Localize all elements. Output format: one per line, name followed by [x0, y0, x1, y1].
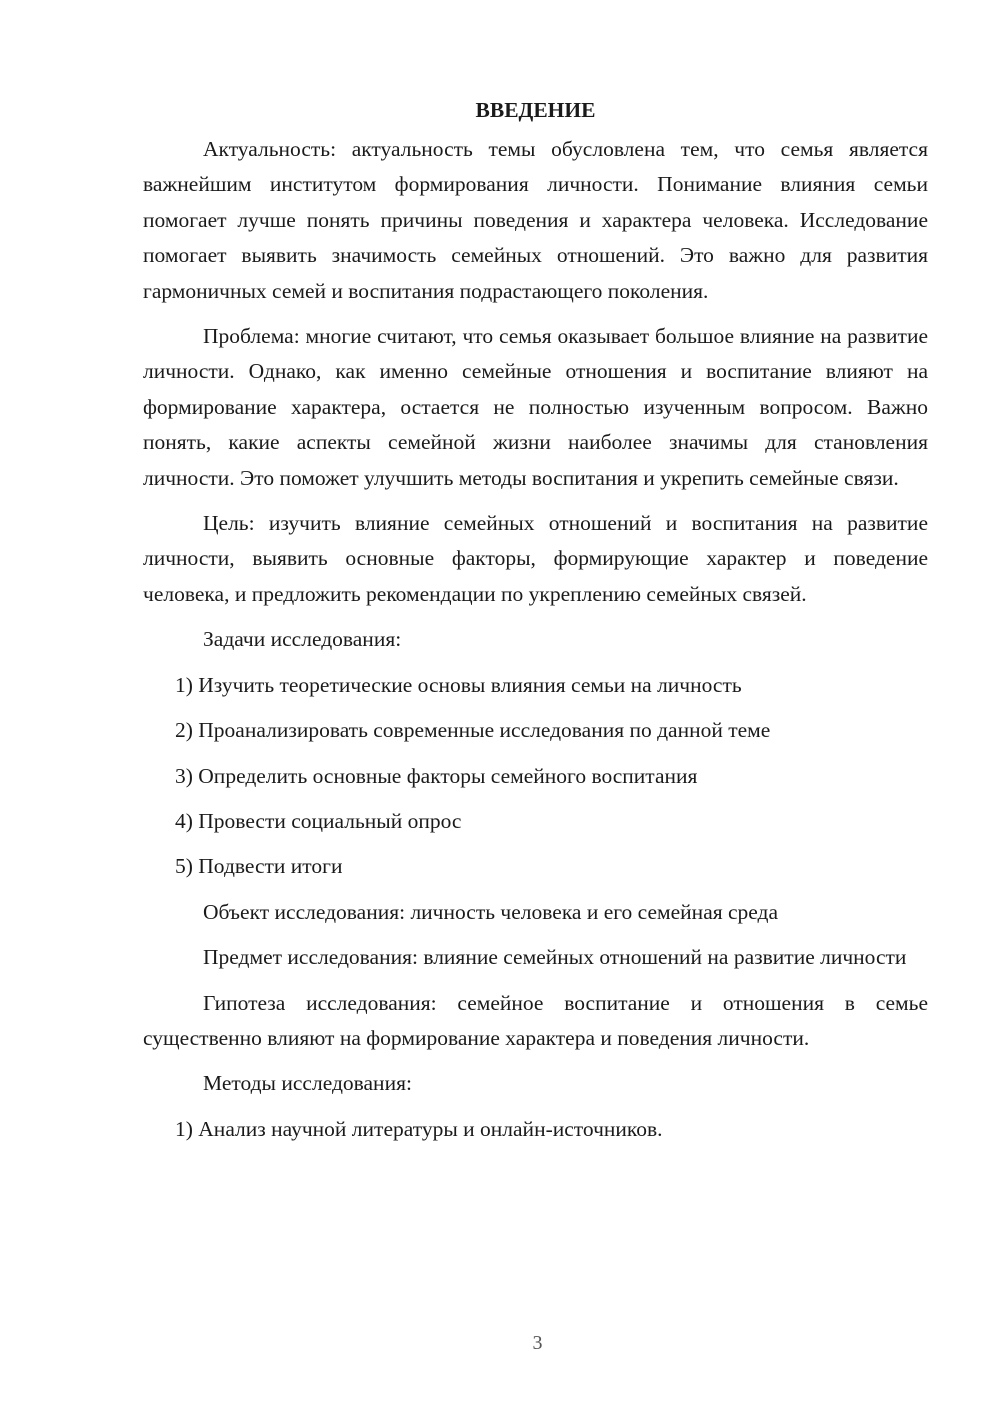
task-item: 5) Подвести итоги	[175, 854, 343, 879]
tasks-heading: Задачи исследования:	[203, 627, 402, 652]
page-number: 3	[532, 1332, 543, 1354]
relevance-paragraph: Актуальность: актуальность темы обусловлена тем, что семья является важнейшим институтом формирования личности. Понимание влияния семьи помогает лучше понять причины поведения и характера человека. Исследование помогает выявить значимость семейных отношений. Это важно для развития гармоничных семей и воспитания подрастающего поколения.	[143, 137, 928, 303]
subject-paragraph: Предмет исследования: влияние семейных отношений на развитие личности	[203, 945, 907, 970]
task-item: 4) Провести социальный опрос	[175, 808, 462, 833]
page-content	[143, 96, 928, 1157]
page-title: ВВЕДЕНИЕ	[475, 98, 596, 122]
hypothesis-paragraph: Гипотеза исследования: семейное воспитание и отношения в семье существенно влияют на формирование характера и поведения личности.	[143, 990, 928, 1050]
methods-heading: Методы исследования:	[203, 1071, 412, 1096]
goal-paragraph: Цель: изучить влияние семейных отношений и воспитания на развитие личности, выявить основные факторы, формирующие характер и поведение человека, и предложить рекомендации по укреплению семейных связей.	[143, 511, 928, 606]
task-item: 3) Определить основные факторы семейного воспитания	[175, 763, 698, 788]
problem-paragraph: Проблема: многие считают, что семья оказывает большое влияние на развитие личности. Однако, как именно семейные отношения и воспитание влияют на формирование характера, остается не полностью изученным вопросом. Важно понять, какие аспекты семейной жизни наиболее значимы для становления личности. Это поможет улучшить методы воспитания и укрепить семейные связи.	[143, 324, 928, 490]
method-item: 1) Анализ научной литературы и онлайн-источников.	[175, 1116, 663, 1141]
task-item: 1) Изучить теоретические основы влияния семьи на личность	[175, 672, 742, 697]
task-item: 2) Проанализировать современные исследования по данной теме	[175, 718, 771, 743]
object-line: Объект исследования: личность человека и его семейная среда	[203, 899, 779, 924]
